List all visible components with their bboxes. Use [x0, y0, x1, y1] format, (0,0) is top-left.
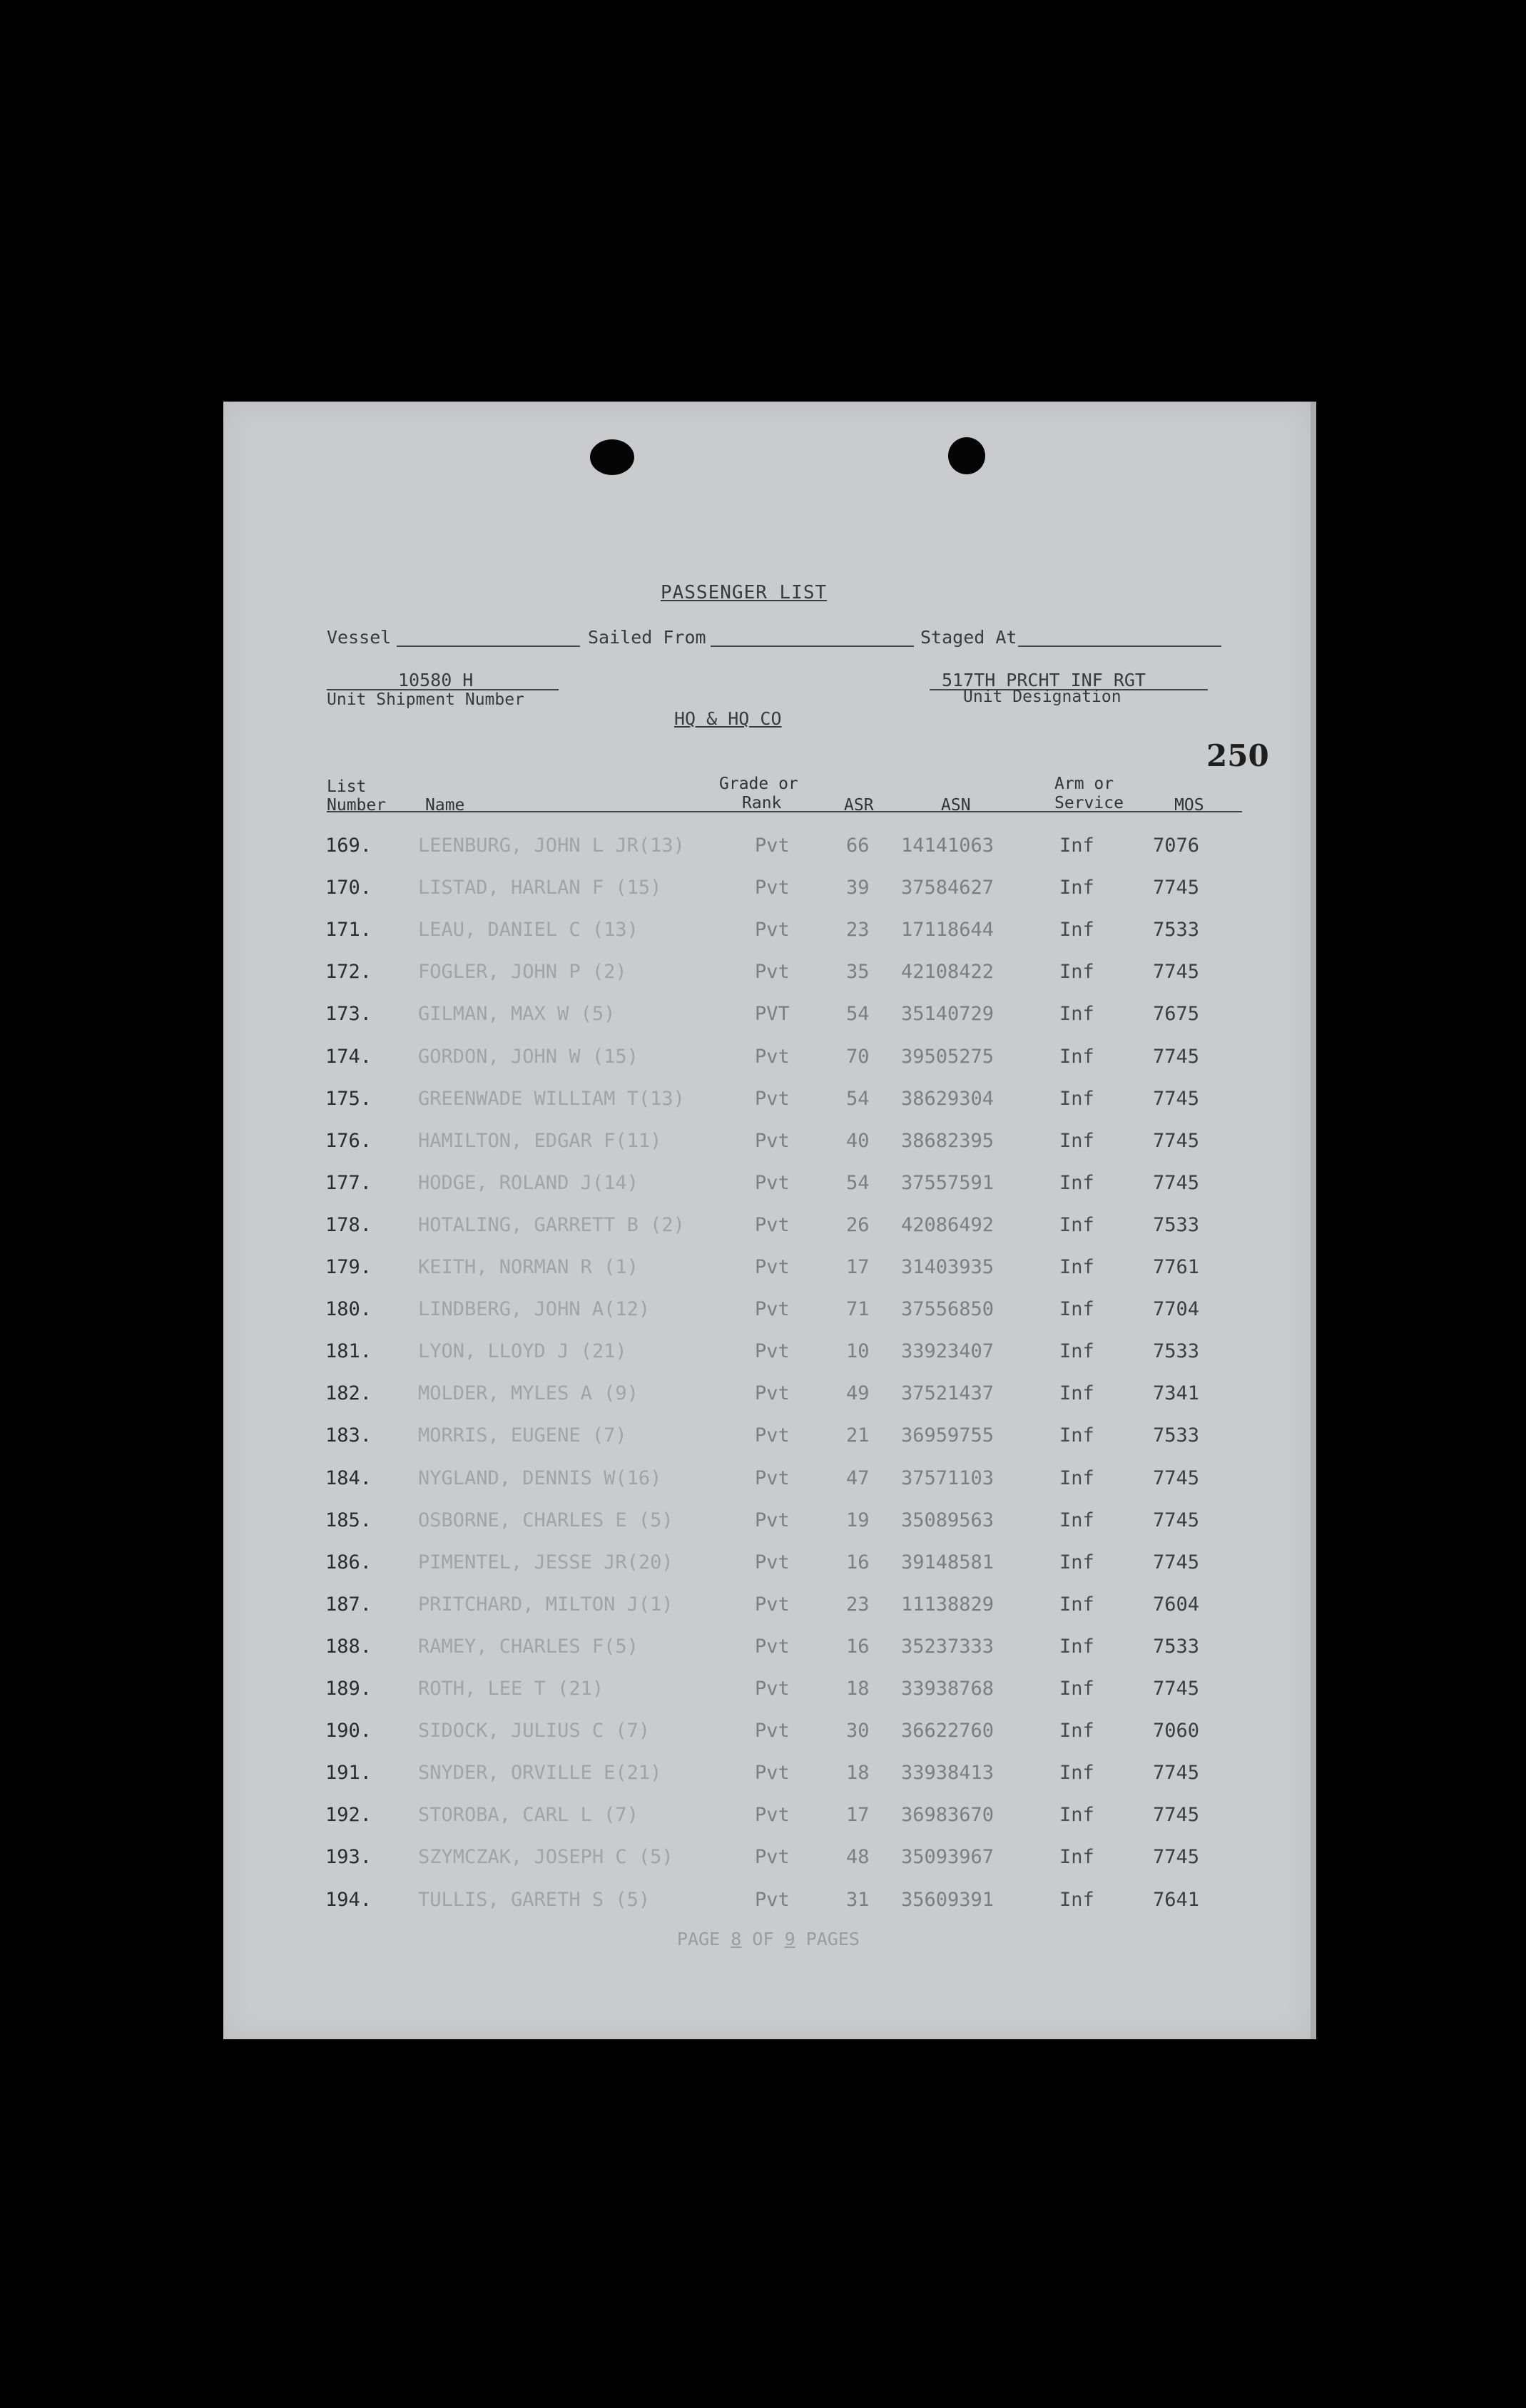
- passenger-name: ROTH, LEE T (21): [418, 1678, 604, 1700]
- mos-code: 7060: [1153, 1720, 1200, 1743]
- col-header-grade: Grade or: [719, 775, 798, 793]
- asn-value: 38682395: [901, 1129, 995, 1152]
- grade-rank: Pvt: [755, 1762, 790, 1785]
- passenger-name: SNYDER, ORVILLE E(21): [418, 1762, 662, 1785]
- mos-code: 7745: [1153, 961, 1200, 984]
- grade-rank: Pvt: [755, 1678, 790, 1700]
- arm-service: Inf: [1059, 1762, 1094, 1785]
- passenger-name: FOGLER, JOHN P (2): [418, 961, 627, 984]
- mos-code: 7533: [1153, 1424, 1200, 1447]
- asn-value: 35140729: [901, 1003, 995, 1026]
- asn-value: 33923407: [901, 1340, 995, 1363]
- passenger-name: GILMAN, MAX W (5): [418, 1003, 616, 1026]
- mos-code: 7675: [1153, 1003, 1200, 1026]
- passenger-name: GREENWADE WILLIAM T(13): [418, 1087, 685, 1110]
- asn-value: 37556850: [901, 1298, 995, 1321]
- grade-rank: Pvt: [755, 1804, 790, 1827]
- passenger-name: HODGE, ROLAND J(14): [418, 1171, 639, 1194]
- arm-service: Inf: [1059, 1087, 1094, 1110]
- arm-service: Inf: [1059, 835, 1094, 857]
- grade-rank: Pvt: [755, 877, 790, 899]
- grade-rank: Pvt: [755, 1298, 790, 1321]
- list-number: 182.: [325, 1382, 372, 1405]
- arm-service: Inf: [1059, 1045, 1094, 1068]
- asr-value: 54: [846, 1087, 870, 1110]
- table-row: [223, 1088, 1312, 1123]
- grade-rank: PVT: [755, 1003, 790, 1026]
- asr-value: 66: [846, 835, 870, 857]
- asr-value: 18: [846, 1678, 870, 1700]
- grade-rank: Pvt: [755, 1509, 790, 1531]
- asr-value: 71: [846, 1298, 870, 1321]
- unit-designation-value: 517TH PRCHT INF RGT: [942, 670, 1146, 690]
- grade-rank: Pvt: [755, 1045, 790, 1068]
- grade-rank: Pvt: [755, 1340, 790, 1363]
- list-number: 186.: [325, 1551, 372, 1573]
- list-number: 171.: [325, 919, 372, 942]
- arm-service: Inf: [1059, 1466, 1094, 1489]
- arm-service: Inf: [1059, 1635, 1094, 1658]
- list-number: 169.: [325, 835, 372, 857]
- table-row: [223, 1172, 1312, 1208]
- passenger-name: HOTALING, GARRETT B (2): [418, 1213, 685, 1236]
- table-row: [223, 1636, 1312, 1671]
- asn-value: 14141063: [901, 835, 995, 857]
- mos-code: 7745: [1153, 1762, 1200, 1785]
- passenger-name: LISTAD, HARLAN F (15): [418, 877, 662, 899]
- col-header-number: Number: [327, 796, 387, 815]
- list-number: 177.: [325, 1171, 372, 1194]
- asn-value: 39148581: [901, 1551, 995, 1573]
- arm-service: Inf: [1059, 961, 1094, 984]
- passenger-name: NYGLAND, DENNIS W(16): [418, 1466, 662, 1489]
- mos-code: 7533: [1153, 1635, 1200, 1658]
- mos-code: 7341: [1153, 1382, 1200, 1405]
- col-header-rank: Rank: [742, 794, 782, 812]
- asr-value: 30: [846, 1720, 870, 1743]
- grade-rank: Pvt: [755, 1256, 790, 1278]
- mos-code: 7533: [1153, 1340, 1200, 1363]
- sailed-from-blank: [711, 646, 914, 647]
- document-title: PASSENGER LIST: [661, 582, 828, 603]
- asr-value: 16: [846, 1635, 870, 1658]
- col-header-arm: Arm or: [1054, 775, 1114, 793]
- arm-service: Inf: [1059, 1382, 1094, 1405]
- asr-value: 70: [846, 1045, 870, 1068]
- header-rule: [327, 811, 1242, 812]
- asn-value: 37557591: [901, 1171, 995, 1194]
- asr-value: 49: [846, 1382, 870, 1405]
- asr-value: 39: [846, 877, 870, 899]
- mos-code: 7745: [1153, 1804, 1200, 1827]
- asn-value: 35609391: [901, 1888, 995, 1911]
- table-row: [223, 1593, 1312, 1629]
- table-row: [223, 835, 1312, 870]
- arm-service: Inf: [1059, 1846, 1094, 1869]
- list-number: 183.: [325, 1424, 372, 1447]
- table-row: [223, 1467, 1312, 1503]
- asn-value: 37584627: [901, 877, 995, 899]
- table-row: [223, 1340, 1312, 1376]
- arm-service: Inf: [1059, 1593, 1094, 1616]
- list-number: 174.: [325, 1045, 372, 1068]
- passenger-name: PRITCHARD, MILTON J(1): [418, 1593, 673, 1616]
- table-row: [223, 1509, 1312, 1545]
- asn-value: 33938413: [901, 1762, 995, 1785]
- grade-rank: Pvt: [755, 1213, 790, 1236]
- unit-designation-label: Unit Designation: [963, 688, 1121, 706]
- passenger-name: KEITH, NORMAN R (1): [418, 1256, 639, 1278]
- arm-service: Inf: [1059, 1213, 1094, 1236]
- asn-value: 37571103: [901, 1466, 995, 1489]
- grade-rank: Pvt: [755, 1087, 790, 1110]
- table-row: [223, 1298, 1312, 1334]
- asn-value: 36959755: [901, 1424, 995, 1447]
- mos-code: 7745: [1153, 1045, 1200, 1068]
- list-number: 193.: [325, 1846, 372, 1869]
- passenger-name: MORRIS, EUGENE (7): [418, 1424, 627, 1447]
- table-row: [223, 1678, 1312, 1713]
- page-number: 250: [1206, 738, 1269, 773]
- asn-value: 38629304: [901, 1087, 995, 1110]
- asr-value: 16: [846, 1551, 870, 1573]
- binder-hole-left: [590, 439, 634, 475]
- asn-value: 42086492: [901, 1213, 995, 1236]
- grade-rank: Pvt: [755, 1129, 790, 1152]
- passenger-name: LEENBURG, JOHN L JR(13): [418, 835, 685, 857]
- grade-rank: Pvt: [755, 835, 790, 857]
- mos-code: 7745: [1153, 1129, 1200, 1152]
- asr-value: 23: [846, 1593, 870, 1616]
- asn-value: 37521437: [901, 1382, 995, 1405]
- table-row: [223, 1256, 1312, 1292]
- asn-value: 31403935: [901, 1256, 995, 1278]
- mos-code: 7745: [1153, 1466, 1200, 1489]
- mos-code: 7745: [1153, 1171, 1200, 1194]
- list-number: 190.: [325, 1720, 372, 1743]
- mos-code: 7076: [1153, 835, 1200, 857]
- staged-at-blank: [1018, 646, 1221, 647]
- grade-rank: Pvt: [755, 1720, 790, 1743]
- list-number: 194.: [325, 1888, 372, 1911]
- list-number: 191.: [325, 1762, 372, 1785]
- col-header-list: List: [327, 777, 367, 796]
- asn-value: 42108422: [901, 961, 995, 984]
- list-number: 179.: [325, 1256, 372, 1278]
- list-number: 170.: [325, 877, 372, 899]
- arm-service: Inf: [1059, 1298, 1094, 1321]
- list-number: 185.: [325, 1509, 372, 1531]
- table-row: [223, 1130, 1312, 1165]
- list-number: 176.: [325, 1129, 372, 1152]
- passenger-name: LEAU, DANIEL C (13): [418, 919, 639, 942]
- grade-rank: Pvt: [755, 1551, 790, 1573]
- table-row: [223, 961, 1312, 996]
- list-number: 189.: [325, 1678, 372, 1700]
- grade-rank: Pvt: [755, 1593, 790, 1616]
- sailed-from-label: Sailed From: [588, 627, 706, 648]
- arm-service: Inf: [1059, 1171, 1094, 1194]
- passenger-name: STOROBA, CARL L (7): [418, 1804, 639, 1827]
- list-number: 175.: [325, 1087, 372, 1110]
- table-row: [223, 1214, 1312, 1250]
- mos-code: 7745: [1153, 877, 1200, 899]
- col-header-name: Name: [425, 796, 465, 815]
- asr-value: 35: [846, 961, 870, 984]
- table-row: [223, 877, 1312, 912]
- asr-value: 48: [846, 1846, 870, 1869]
- asr-value: 23: [846, 919, 870, 942]
- binder-hole-right: [948, 437, 985, 474]
- asn-value: 11138829: [901, 1593, 995, 1616]
- page-footer: [677, 1929, 860, 1949]
- grade-rank: Pvt: [755, 1382, 790, 1405]
- asr-value: 18: [846, 1762, 870, 1785]
- table-row: [223, 1551, 1312, 1587]
- col-header-asr: ASR: [844, 796, 874, 815]
- mos-code: 7745: [1153, 1846, 1200, 1869]
- grade-rank: Pvt: [755, 1171, 790, 1194]
- mos-code: 7745: [1153, 1551, 1200, 1573]
- list-number: 180.: [325, 1298, 372, 1321]
- asn-value: 35093967: [901, 1846, 995, 1869]
- arm-service: Inf: [1059, 1678, 1094, 1700]
- passenger-name: TULLIS, GARETH S (5): [418, 1888, 651, 1911]
- arm-service: Inf: [1059, 1340, 1094, 1363]
- grade-rank: Pvt: [755, 1635, 790, 1658]
- unit-shipment-number-label: Unit Shipment Number: [327, 690, 524, 709]
- table-row: [223, 1046, 1312, 1081]
- asr-value: 17: [846, 1804, 870, 1827]
- passenger-name: SZYMCZAK, JOSEPH C (5): [418, 1846, 673, 1869]
- unit-shipment-number-value: 10580 H: [398, 670, 474, 690]
- table-row: [223, 919, 1312, 954]
- company-designation: HQ & HQ CO: [674, 708, 782, 729]
- asn-value: 33938768: [901, 1678, 995, 1700]
- grade-rank: Pvt: [755, 1888, 790, 1911]
- passenger-name: LYON, LLOYD J (21): [418, 1340, 627, 1363]
- passenger-name: RAMEY, CHARLES F(5): [418, 1635, 639, 1658]
- mos-code: 7761: [1153, 1256, 1200, 1278]
- table-row: [223, 1003, 1312, 1039]
- arm-service: Inf: [1059, 1424, 1094, 1447]
- list-number: 188.: [325, 1635, 372, 1658]
- mos-code: 7745: [1153, 1509, 1200, 1531]
- mos-code: 7533: [1153, 1213, 1200, 1236]
- table-row: [223, 1424, 1312, 1460]
- asn-value: 36622760: [901, 1720, 995, 1743]
- asn-value: 36983670: [901, 1804, 995, 1827]
- asn-value: 35237333: [901, 1635, 995, 1658]
- list-number: 184.: [325, 1466, 372, 1489]
- col-header-mos: MOS: [1174, 796, 1204, 815]
- asr-value: 54: [846, 1003, 870, 1026]
- footer-suffix: PAGES: [805, 1929, 860, 1949]
- mos-code: 7704: [1153, 1298, 1200, 1321]
- table-row: [223, 1720, 1312, 1755]
- arm-service: Inf: [1059, 919, 1094, 942]
- mos-code: 7533: [1153, 919, 1200, 942]
- table-row: [223, 1889, 1312, 1924]
- passenger-name: GORDON, JOHN W (15): [418, 1045, 639, 1068]
- arm-service: Inf: [1059, 1888, 1094, 1911]
- asr-value: 10: [846, 1340, 870, 1363]
- vessel-label: Vessel: [327, 627, 392, 648]
- arm-service: Inf: [1059, 1804, 1094, 1827]
- arm-service: Inf: [1059, 1256, 1094, 1278]
- asr-value: 17: [846, 1256, 870, 1278]
- table-row: [223, 1382, 1312, 1418]
- asr-value: 26: [846, 1213, 870, 1236]
- asr-value: 19: [846, 1509, 870, 1531]
- vessel-blank: [397, 646, 580, 647]
- asn-value: 35089563: [901, 1509, 995, 1531]
- passenger-name: LINDBERG, JOHN A(12): [418, 1298, 651, 1321]
- footer-current-page: 8: [731, 1929, 742, 1949]
- passenger-list-page: [223, 402, 1312, 2039]
- col-header-service: Service: [1054, 794, 1124, 812]
- mos-code: 7604: [1153, 1593, 1200, 1616]
- footer-total-pages: 9: [784, 1929, 795, 1949]
- staged-at-label: Staged At: [920, 627, 1017, 648]
- passenger-name: PIMENTEL, JESSE JR(20): [418, 1551, 673, 1573]
- list-number: 172.: [325, 961, 372, 984]
- grade-rank: Pvt: [755, 1466, 790, 1489]
- mos-code: 7745: [1153, 1678, 1200, 1700]
- list-number: 187.: [325, 1593, 372, 1616]
- footer-of: OF: [752, 1929, 774, 1949]
- list-number: 192.: [325, 1804, 372, 1827]
- arm-service: Inf: [1059, 1003, 1094, 1026]
- table-row: [223, 1804, 1312, 1840]
- list-number: 178.: [325, 1213, 372, 1236]
- arm-service: Inf: [1059, 1509, 1094, 1531]
- asr-value: 21: [846, 1424, 870, 1447]
- arm-service: Inf: [1059, 877, 1094, 899]
- col-header-asn: ASN: [941, 796, 971, 815]
- asr-value: 40: [846, 1129, 870, 1152]
- mos-code: 7745: [1153, 1087, 1200, 1110]
- list-number: 173.: [325, 1003, 372, 1026]
- table-row: [223, 1762, 1312, 1797]
- footer-prefix: PAGE: [677, 1929, 721, 1949]
- passenger-name: HAMILTON, EDGAR F(11): [418, 1129, 662, 1152]
- grade-rank: Pvt: [755, 961, 790, 984]
- asn-value: 17118644: [901, 919, 995, 942]
- arm-service: Inf: [1059, 1720, 1094, 1743]
- grade-rank: Pvt: [755, 1424, 790, 1447]
- grade-rank: Pvt: [755, 1846, 790, 1869]
- arm-service: Inf: [1059, 1129, 1094, 1152]
- passenger-name: OSBORNE, CHARLES E (5): [418, 1509, 673, 1531]
- asr-value: 54: [846, 1171, 870, 1194]
- asr-value: 31: [846, 1888, 870, 1911]
- mos-code: 7641: [1153, 1888, 1200, 1911]
- asn-value: 39505275: [901, 1045, 995, 1068]
- list-number: 181.: [325, 1340, 372, 1363]
- table-row: [223, 1846, 1312, 1882]
- passenger-name: SIDOCK, JULIUS C (7): [418, 1720, 651, 1743]
- arm-service: Inf: [1059, 1551, 1094, 1573]
- passenger-name: MOLDER, MYLES A (9): [418, 1382, 639, 1405]
- grade-rank: Pvt: [755, 919, 790, 942]
- asr-value: 47: [846, 1466, 870, 1489]
